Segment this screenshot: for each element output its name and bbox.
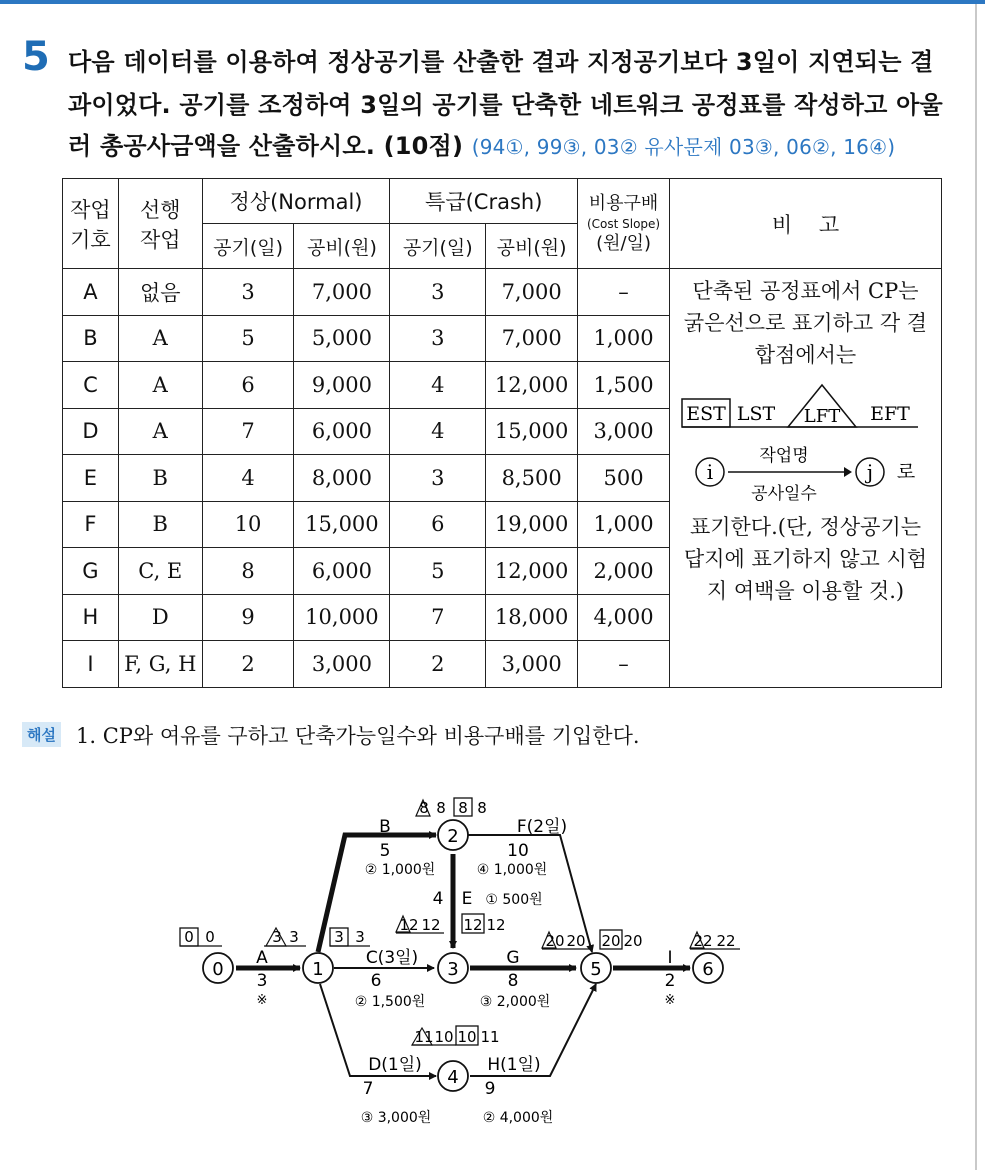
act-D-name: D(1일) [368, 1055, 422, 1075]
cell-pred: 없음 [118, 269, 202, 316]
cell-job: I [63, 641, 119, 688]
cell-slope: 1,500 [578, 362, 670, 409]
header-normal-cost: 공비(원) [294, 224, 390, 269]
act-I-dur: 2 [664, 971, 676, 991]
cell-job: H [63, 594, 119, 641]
job-name-label: 작업명 [759, 446, 809, 466]
header-job [63, 179, 119, 269]
node-2-label: 2 [447, 826, 459, 847]
cell-pred: D [118, 594, 202, 641]
cell-pred: A [118, 362, 202, 409]
act-C-cost: ② 1,500원 [354, 994, 426, 1010]
act-C-name: C(3일) [365, 948, 419, 968]
cell-slope: 500 [578, 455, 670, 502]
cell-crash-days: 3 [390, 315, 486, 362]
cell-job: G [63, 548, 119, 595]
header-crash-cost: 공비(원) [486, 224, 578, 269]
act-A-name: A [256, 948, 268, 968]
n2-lst: 8 [477, 799, 487, 817]
n3-est: 12 [463, 916, 483, 934]
network-diagram [0, 780, 1000, 1170]
node-1-label: 1 [312, 959, 324, 980]
cell-crash-cost: 3,000 [486, 641, 578, 688]
header-slope-l3: (원/일) [596, 232, 651, 254]
solution-tag: 해설 [22, 722, 61, 747]
cell-normal-days: 4 [202, 455, 294, 502]
cell-crash-days: 3 [390, 455, 486, 502]
cell-slope: 1,000 [578, 501, 670, 548]
header-job-l1: 작업 [70, 197, 111, 222]
header-crash-days: 공기(일) [390, 224, 486, 269]
n1-est: 3 [334, 928, 344, 946]
remark-cell [669, 269, 941, 688]
cell-crash-cost: 18,000 [486, 594, 578, 641]
cell-normal-days: 5 [202, 315, 294, 362]
cell-pred: B [118, 501, 202, 548]
act-I-name: I [667, 948, 673, 968]
cell-pred: A [118, 315, 202, 362]
cell-slope: 3,000 [578, 408, 670, 455]
cell-job: E [63, 455, 119, 502]
table-row [63, 269, 942, 316]
cell-pred: A [118, 408, 202, 455]
cell-normal-days: 2 [202, 641, 294, 688]
header-pred-l2: 작업 [139, 227, 181, 252]
n3-eft: 12 [421, 916, 441, 934]
act-F-cost: ④ 1,000원 [476, 862, 548, 878]
node-j-label: j [866, 460, 874, 484]
cell-normal-cost: 10,000 [294, 594, 390, 641]
node-1 [303, 953, 333, 983]
node-2-times [416, 798, 487, 817]
cell-normal-cost: 9,000 [294, 362, 390, 409]
cell-normal-cost: 3,000 [294, 641, 390, 688]
solution-text: 1. CP와 여유를 구하고 단축가능일수와 비용구배를 기입한다. [76, 724, 640, 748]
act-C-dur: 6 [370, 971, 382, 991]
cell-crash-days: 4 [390, 362, 486, 409]
lft-label: LFT [803, 406, 841, 427]
cell-pred: C, E [118, 548, 202, 595]
act-F-name: F(2일) [516, 817, 568, 837]
node-4 [438, 1061, 468, 1091]
remark-para-2: 표기한다.(단, 정상공기는 답지에 표기하지 않고 시험지 여백을 이용할 것.) [683, 515, 928, 603]
remark-diagram [680, 377, 930, 507]
header-pred [118, 179, 202, 269]
header-slope-l2: (Cost Slope) [586, 216, 661, 231]
node-5 [581, 953, 611, 983]
header-crash: 특급(Crash) [390, 179, 578, 224]
node-3 [438, 953, 468, 983]
cell-normal-cost: 15,000 [294, 501, 390, 548]
top-rule [0, 0, 985, 4]
est-label: EST [686, 403, 726, 425]
header-normal: 정상(Normal) [202, 179, 390, 224]
n5-lst: 20 [623, 932, 643, 950]
n0-est: 0 [184, 928, 194, 946]
node-6-label: 6 [702, 959, 714, 980]
cell-normal-cost: 5,000 [294, 315, 390, 362]
cell-slope: 1,000 [578, 315, 670, 362]
act-A-mark: ※ [256, 993, 268, 1008]
cell-normal-cost: 7,000 [294, 269, 390, 316]
cell-slope: – [578, 269, 670, 316]
act-D-dur: 7 [362, 1079, 374, 1099]
act-B-name: B [379, 817, 391, 837]
header-normal-days: 공기(일) [202, 224, 294, 269]
cell-crash-days: 7 [390, 594, 486, 641]
cell-crash-days: 4 [390, 408, 486, 455]
cell-job: A [63, 269, 119, 316]
n1-eft: 3 [289, 928, 299, 946]
node-5-times [542, 930, 643, 950]
node-1-times [264, 928, 370, 946]
act-I-mark: ※ [664, 993, 676, 1008]
cell-crash-cost: 8,500 [486, 455, 578, 502]
cell-crash-cost: 19,000 [486, 501, 578, 548]
n6-lft: 22 [693, 932, 713, 950]
act-E-num: 4 [432, 889, 444, 909]
header-slope-l1: 비용구배 [588, 192, 659, 214]
cell-crash-days: 2 [390, 641, 486, 688]
question-line-3-text: 러 총공사금액을 산출하시오. (10점) [68, 132, 464, 160]
cell-job: D [63, 408, 119, 455]
n2-eft: 8 [436, 799, 446, 817]
node-0-label: 0 [212, 959, 224, 980]
cell-job: C [63, 362, 119, 409]
n2-lft: 8 [419, 799, 429, 817]
n5-est: 20 [601, 932, 621, 950]
node-0-times [180, 928, 222, 946]
eft-label: EFT [870, 403, 910, 425]
n0-lst: 0 [205, 928, 215, 946]
node-4-label: 4 [447, 1067, 459, 1088]
node-6 [693, 953, 723, 983]
n4-lst: 11 [480, 1028, 500, 1046]
act-E-cost: ① 500원 [485, 892, 543, 908]
cell-normal-days: 9 [202, 594, 294, 641]
cell-crash-cost: 12,000 [486, 362, 578, 409]
cell-normal-days: 7 [202, 408, 294, 455]
header-remark: 비 고 [669, 179, 941, 269]
question-line-1: 다음 데이터를 이용하여 정상공기를 산출한 결과 지정공기보다 3일이 지연되는 결 [68, 48, 934, 76]
cell-crash-cost: 15,000 [486, 408, 578, 455]
n3-lst: 12 [486, 916, 506, 934]
act-H-dur: 9 [484, 1079, 496, 1099]
n1-lft: 3 [272, 928, 282, 946]
cell-crash-cost: 12,000 [486, 548, 578, 595]
cell-slope: – [578, 641, 670, 688]
cell-job: B [63, 315, 119, 362]
cell-crash-days: 3 [390, 269, 486, 316]
cell-job: F [63, 501, 119, 548]
lst-label: LST [736, 403, 776, 425]
remark-para-1: 단축된 공정표에서 CP는 굵은선으로 표기하고 각 결합점에서는 [683, 279, 928, 367]
n3-lft: 12 [399, 916, 419, 934]
node-2 [438, 820, 468, 850]
node-4-times [412, 1026, 500, 1046]
n5-lft: 20 [545, 932, 565, 950]
cell-pred: F, G, H [118, 641, 202, 688]
cell-crash-days: 5 [390, 548, 486, 595]
n4-lft: 11 [414, 1028, 434, 1046]
act-G-name: G [506, 948, 520, 968]
node-6-times [690, 932, 740, 950]
cell-normal-days: 3 [202, 269, 294, 316]
act-E-name: E [461, 889, 473, 909]
n4-est: 10 [457, 1028, 477, 1046]
question-line-2: 과이었다. 공기를 조정하여 3일의 공기를 단축한 네트워크 공정표를 작성하고 아울 [68, 91, 943, 119]
question-number: 5 [22, 34, 50, 80]
act-H-cost: ② 4,000원 [482, 1110, 554, 1126]
act-G-cost: ③ 2,000원 [479, 994, 551, 1010]
act-D-cost: ③ 3,000원 [360, 1110, 432, 1126]
cell-crash-cost: 7,000 [486, 315, 578, 362]
act-F-dur: 10 [507, 841, 529, 861]
data-table [62, 178, 942, 688]
arrow-head [844, 467, 852, 477]
cell-normal-days: 8 [202, 548, 294, 595]
node-0 [203, 953, 233, 983]
cell-normal-days: 6 [202, 362, 294, 409]
n5-eft: 20 [566, 932, 586, 950]
header-job-l2: 기호 [70, 227, 111, 252]
n6-eft: 22 [716, 932, 736, 950]
header-pred-l1: 선행 [139, 197, 181, 222]
cell-normal-cost: 6,000 [294, 548, 390, 595]
node-5-label: 5 [590, 959, 602, 980]
n1-lst: 3 [355, 928, 365, 946]
act-B-cost: ② 1,000원 [364, 862, 436, 878]
question-references: (94①, 99③, 03② 유사문제 03③, 06②, 16④) [471, 135, 896, 159]
question-line-3 [68, 126, 895, 161]
header-slope [578, 179, 670, 269]
n2-est: 8 [458, 799, 468, 817]
node-i-label: i [706, 460, 714, 484]
duration-label: 공사일수 [751, 484, 817, 504]
suffix-label: 로 [896, 461, 916, 483]
cell-normal-cost: 6,000 [294, 408, 390, 455]
act-B-dur: 5 [379, 841, 391, 861]
cell-crash-cost: 7,000 [486, 269, 578, 316]
cell-crash-days: 6 [390, 501, 486, 548]
act-A-dur: 3 [256, 971, 268, 991]
act-G-dur: 8 [507, 971, 519, 991]
n4-eft: 10 [434, 1028, 454, 1046]
cell-pred: B [118, 455, 202, 502]
act-H-name: H(1일) [487, 1055, 541, 1075]
cell-normal-cost: 8,000 [294, 455, 390, 502]
cell-slope: 2,000 [578, 548, 670, 595]
node-3-label: 3 [447, 959, 459, 980]
cell-normal-days: 10 [202, 501, 294, 548]
cell-slope: 4,000 [578, 594, 670, 641]
